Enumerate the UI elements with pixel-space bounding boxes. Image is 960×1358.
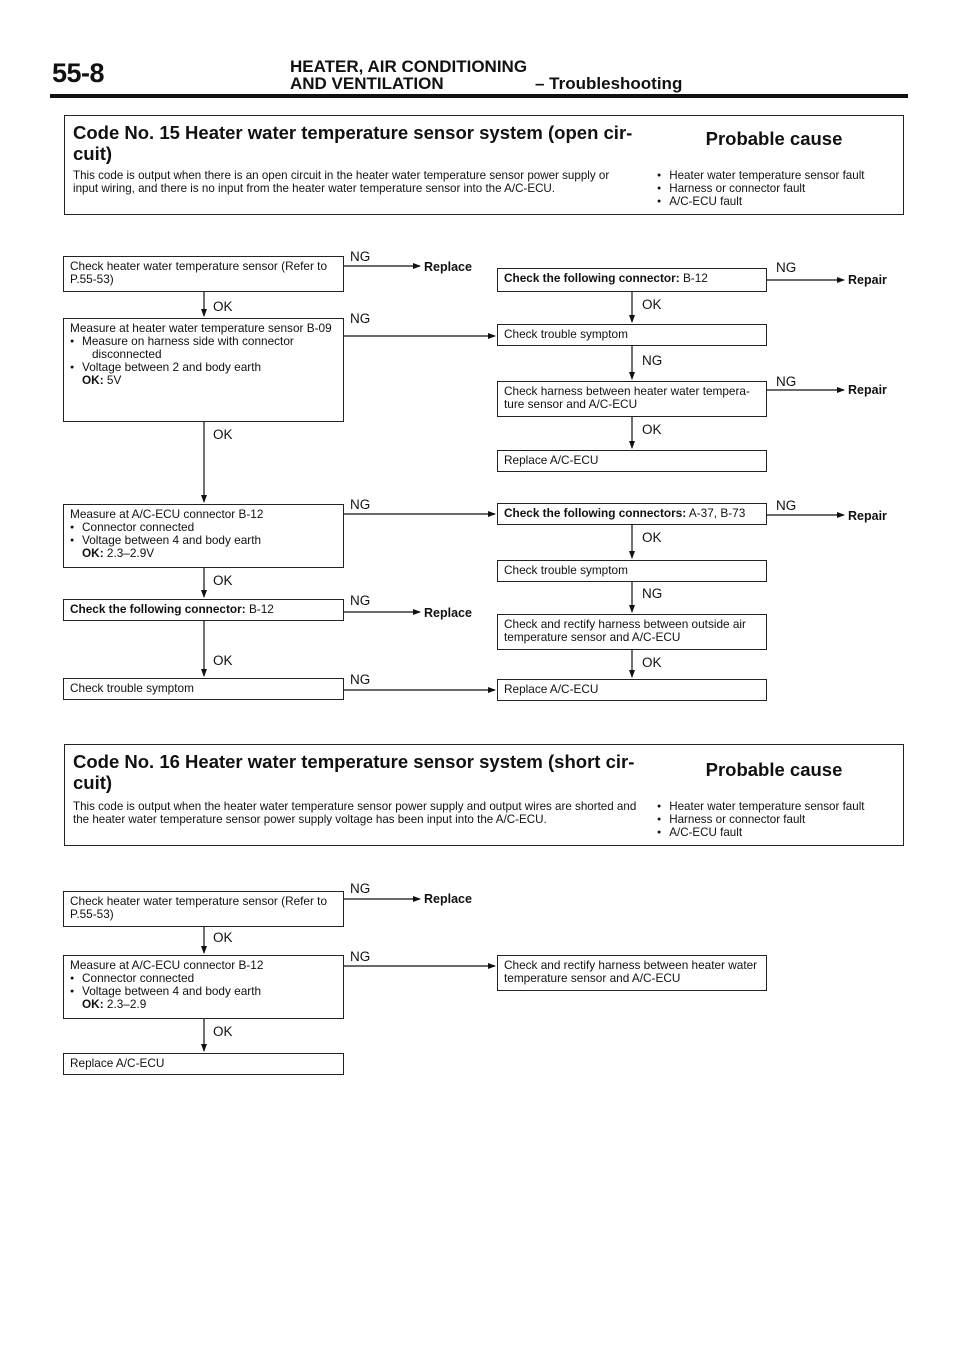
flow15-step2-ok-label: OK: <box>82 373 104 387</box>
flow15-step2-bullet2: ● Voltage between 2 and body earth <box>70 361 337 374</box>
flow15-r1-value: B-12 <box>682 271 708 285</box>
code15-probable-cause-title: Probable cause <box>705 128 843 149</box>
code16-cause-2: ● Harness or connector fault <box>657 813 903 826</box>
flow16-step2-ok-value: 2.3–2.9 <box>106 997 147 1011</box>
flow15-step1-text: Check heater water temperature sensor (Refer to P.55-53) <box>70 259 328 286</box>
flow15-step2-ok-value: 5V <box>106 373 122 387</box>
header-title-line2: AND VENTILATION <box>290 74 444 93</box>
code16-cause-3: ● A/C-ECU fault <box>657 826 903 839</box>
flow15-r5-value: A-37, B-73 <box>688 506 746 520</box>
flow15-repair-label-2: Repair <box>848 383 887 397</box>
code16-probable-cause-title: Probable cause <box>705 759 843 780</box>
flow15-ng-label-1: NG <box>350 249 371 264</box>
flow15-r1-label: Check the following connector: <box>504 271 680 285</box>
flow15-ng-label-r2: NG <box>642 353 663 368</box>
flow15-step3-bullet2: ● Voltage between 4 and body earth <box>70 534 337 547</box>
page-number: 55-8 <box>52 58 105 88</box>
flow15-replace-label-1: Replace <box>424 260 472 274</box>
code16-cause-1: ● Heater water temperature sensor fault <box>657 800 903 813</box>
flow16-ng-label-2: NG <box>350 949 371 964</box>
flow15-step2-bullet1: ● Measure on harness side with connector <box>70 335 337 348</box>
flow15-ng-label-2: NG <box>350 311 371 326</box>
flow16-replace-label: Replace <box>424 892 472 906</box>
flow15-ng-label-r5: NG <box>776 498 797 513</box>
flow15-step3-ok-label: OK: <box>82 546 104 560</box>
code15-title: Code No. 15 Heater water temperature sensor system (open cir-cuit) <box>73 122 633 164</box>
flow15-step5-text: Check trouble symptom <box>70 681 194 695</box>
flow16-step2-bullet2: ● Voltage between 4 and body earth <box>70 985 337 998</box>
flow15-ok-label-r1: OK <box>642 297 662 312</box>
flow16-step2-ok-label: OK: <box>82 997 104 1011</box>
flow15-ok-label-2: OK <box>213 427 233 442</box>
flow15-ok-label-r3: OK <box>642 422 662 437</box>
flow15-r8-text: Replace A/C-ECU <box>504 682 599 696</box>
flow15-repair-label-3: Repair <box>848 509 887 523</box>
flow15-r4-text: Replace A/C-ECU <box>504 453 599 467</box>
code16-description: This code is output when the heater water temperature sensor power supply and output wires are shorted and the heater water temperature sensor power supply voltage has been input into the A/C-ECU. <box>73 800 637 826</box>
flow16-ok-label-1: OK <box>213 930 233 945</box>
code15-cause-3: ● A/C-ECU fault <box>657 195 903 208</box>
code15-description: This code is output when there is an open circuit in the heater water temperature sensor power supply or input wiring, and there is no input from the heater water temperature sensor into the A/C-ECU. <box>73 169 610 195</box>
flow15-ng-label-4: NG <box>350 593 371 608</box>
flow15-ok-label-r7: OK <box>642 655 662 670</box>
flow15-step3-bullet1: ● Connector connected <box>70 521 337 534</box>
flow15-ng-label-3: NG <box>350 497 371 512</box>
flow15-r3-text: Check harness between heater water tempera-ture sensor and A/C-ECU <box>504 384 750 411</box>
flow15-step4-label: Check the following connector: <box>70 602 246 616</box>
flow15-ok-label-4: OK <box>213 653 233 668</box>
code15-cause-1: ● Heater water temperature sensor fault <box>657 169 903 182</box>
flow16-step2-bullet1: ● Connector connected <box>70 972 337 985</box>
flow15-r5-label: Check the following connectors: <box>504 506 687 520</box>
header-section: – Troubleshooting <box>535 74 683 93</box>
flow16-step3-text: Replace A/C-ECU <box>70 1056 165 1070</box>
flow15-ng-label-5: NG <box>350 672 371 687</box>
flow16-step1-text: Check heater water temperature sensor (Refer to P.55-53) <box>70 894 328 921</box>
flow15-r6-text: Check trouble symptom <box>504 563 628 577</box>
flow15-repair-label-1: Repair <box>848 273 887 287</box>
flow15-step2-bullet1-cont: disconnected <box>92 347 162 361</box>
flow15-ng-label-r3: NG <box>776 374 797 389</box>
flow15-r2-text: Check trouble symptom <box>504 327 628 341</box>
flow15-step4-value: B-12 <box>248 602 274 616</box>
flow15-r7-text: Check and rectify harness between outside air temperature sensor and A/C-ECU <box>504 617 746 644</box>
flow15-ok-label-r5: OK <box>642 530 662 545</box>
flow16-ok-label-2: OK <box>213 1024 233 1039</box>
flow15-ng-label-r6: NG <box>642 586 663 601</box>
flow15-step3-ok-value: 2.3–2.9V <box>106 546 155 560</box>
code15-cause-2: ● Harness or connector fault <box>657 182 903 195</box>
flow15-step3-title: Measure at A/C-ECU connector B-12 <box>70 507 264 521</box>
flow15-ng-label-r1: NG <box>776 260 797 275</box>
flow16-step2-title: Measure at A/C-ECU connector B-12 <box>70 958 264 972</box>
flow16-ng-label-1: NG <box>350 881 371 896</box>
code16-title: Code No. 16 Heater water temperature sensor system (short cir-cuit) <box>73 751 635 793</box>
flow16-r1-text: Check and rectify harness between heater water temperature sensor and A/C-ECU <box>504 958 758 985</box>
flow15-step2-title: Measure at heater water temperature sensor B-09 <box>70 321 332 335</box>
flow15-ok-label-1: OK <box>213 299 233 314</box>
flow15-ok-label-3: OK <box>213 573 233 588</box>
header-title-line1: HEATER, AIR CONDITIONING <box>290 57 528 76</box>
flow15-replace-label-2: Replace <box>424 606 472 620</box>
